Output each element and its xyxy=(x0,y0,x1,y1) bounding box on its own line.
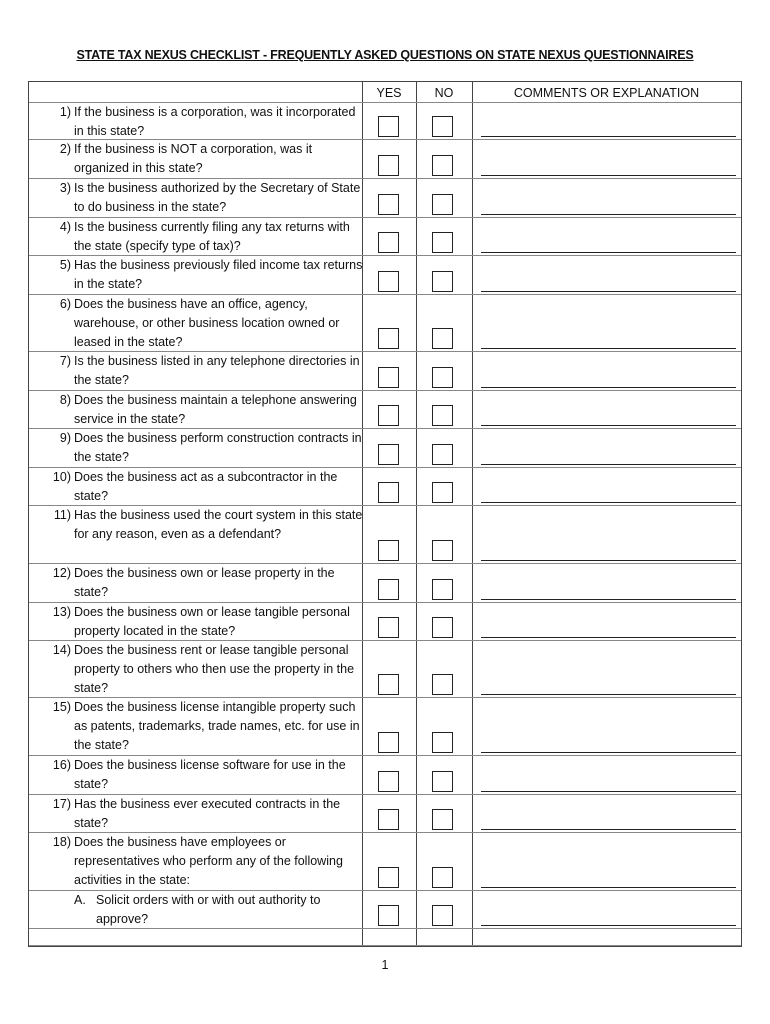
no-checkbox[interactable] xyxy=(432,194,453,215)
no-checkbox[interactable] xyxy=(432,271,453,292)
page-title: STATE TAX NEXUS CHECKLIST - FREQUENTLY ASKED QUESTIONS ON STATE NEXUS QUESTIONNAIRES xyxy=(76,48,694,62)
yes-checkbox[interactable] xyxy=(378,540,399,561)
no-checkbox[interactable] xyxy=(432,328,453,349)
question-number: 15) xyxy=(52,700,71,714)
no-checkbox[interactable] xyxy=(432,232,453,253)
comment-line[interactable] xyxy=(481,791,736,792)
question-text: Has the business ever executed contracts in the state? xyxy=(74,797,341,831)
comment-line[interactable] xyxy=(481,925,736,926)
comment-line[interactable] xyxy=(481,252,736,253)
yes-checkbox[interactable] xyxy=(378,617,399,638)
comment-line[interactable] xyxy=(481,887,736,888)
question-text: If the business is a corporation, was it incorporated in this state? xyxy=(74,105,356,139)
question-text: Does the business have an office, agency, warehouse, or other business location owned or leased in the state? xyxy=(74,297,340,350)
yes-checkbox[interactable] xyxy=(378,232,399,253)
table-row xyxy=(29,351,741,390)
comment-line[interactable] xyxy=(481,291,736,292)
header-yes: YES xyxy=(376,86,402,100)
yes-checkbox[interactable] xyxy=(378,579,399,600)
no-checkbox[interactable] xyxy=(432,540,453,561)
question-number: 5) xyxy=(59,258,71,272)
no-checkbox[interactable] xyxy=(432,116,453,137)
question-text: Does the business rent or lease tangible personal property to others who then use the property in the state? xyxy=(74,643,355,696)
question-number: 9) xyxy=(59,431,71,445)
table-row xyxy=(29,832,741,890)
question-number: 12) xyxy=(52,566,71,580)
table-row xyxy=(29,294,741,351)
yes-checkbox[interactable] xyxy=(378,867,399,888)
table-row xyxy=(29,755,741,794)
table-row xyxy=(29,602,741,640)
question-number: 13) xyxy=(52,605,71,619)
question-number: 2) xyxy=(59,142,71,156)
table-row xyxy=(29,178,741,217)
no-checkbox[interactable] xyxy=(432,674,453,695)
no-checkbox[interactable] xyxy=(432,771,453,792)
table-row xyxy=(29,563,741,602)
question-text: Does the business have employees or representatives who perform any of the following activities in the state: xyxy=(74,835,343,888)
question-text: Does the business act as a subcontractor in the state? xyxy=(74,470,338,504)
table-row xyxy=(29,640,741,697)
table-row xyxy=(29,139,741,178)
comment-line[interactable] xyxy=(481,752,736,753)
question-text: Does the business own or lease property in the state? xyxy=(74,566,335,600)
question-text: Is the business listed in any telephone directories in the state? xyxy=(74,354,360,388)
no-checkbox[interactable] xyxy=(432,155,453,176)
checklist-table xyxy=(28,81,742,947)
table-row xyxy=(29,217,741,255)
table-row xyxy=(29,467,741,505)
question-number: 14) xyxy=(52,643,71,657)
table-row xyxy=(29,505,741,563)
no-checkbox[interactable] xyxy=(432,444,453,465)
no-checkbox[interactable] xyxy=(432,905,453,926)
yes-checkbox[interactable] xyxy=(378,328,399,349)
question-number: 6) xyxy=(59,297,71,311)
comment-line[interactable] xyxy=(481,425,736,426)
no-checkbox[interactable] xyxy=(432,579,453,600)
yes-checkbox[interactable] xyxy=(378,271,399,292)
comment-line[interactable] xyxy=(481,694,736,695)
sub-item-text: Solicit orders with or with out authority to approve? xyxy=(96,893,321,927)
comment-line[interactable] xyxy=(481,348,736,349)
table-row xyxy=(29,428,741,467)
comment-line[interactable] xyxy=(481,560,736,561)
comment-line[interactable] xyxy=(481,599,736,600)
no-checkbox[interactable] xyxy=(432,809,453,830)
page-number: 1 xyxy=(381,958,389,972)
comment-line[interactable] xyxy=(481,387,736,388)
yes-checkbox[interactable] xyxy=(378,405,399,426)
question-number: 7) xyxy=(59,354,71,368)
comment-line[interactable] xyxy=(481,175,736,176)
question-text: Does the business license software for use in the state? xyxy=(74,758,346,792)
no-checkbox[interactable] xyxy=(432,867,453,888)
comment-line[interactable] xyxy=(481,829,736,830)
yes-checkbox[interactable] xyxy=(378,905,399,926)
sub-item-letter: A. xyxy=(74,893,86,907)
question-text: If the business is NOT a corporation, was it organized in this state? xyxy=(74,142,313,176)
yes-checkbox[interactable] xyxy=(378,809,399,830)
comment-line[interactable] xyxy=(481,464,736,465)
question-number: 1) xyxy=(59,105,71,119)
question-number: 18) xyxy=(52,835,71,849)
table-row xyxy=(29,697,741,755)
no-checkbox[interactable] xyxy=(432,732,453,753)
yes-checkbox[interactable] xyxy=(378,155,399,176)
table-row xyxy=(29,890,741,928)
question-number: 10) xyxy=(52,470,71,484)
table-row xyxy=(29,102,741,139)
yes-checkbox[interactable] xyxy=(378,482,399,503)
comment-line[interactable] xyxy=(481,502,736,503)
question-number: 4) xyxy=(59,220,71,234)
question-text: Does the business own or lease tangible personal property located in the state? xyxy=(74,605,350,639)
table-row xyxy=(29,255,741,294)
no-checkbox[interactable] xyxy=(432,367,453,388)
header-comments: COMMENTS OR EXPLANATION xyxy=(513,86,700,100)
question-text: Does the business license intangible property such as patents, trademarks, trade names, etc. for use in the state? xyxy=(74,700,360,753)
no-checkbox[interactable] xyxy=(432,405,453,426)
question-number: 11) xyxy=(53,508,71,522)
no-checkbox[interactable] xyxy=(432,617,453,638)
empty-row xyxy=(29,928,741,946)
yes-checkbox[interactable] xyxy=(378,674,399,695)
comment-line[interactable] xyxy=(481,637,736,638)
question-text: Does the business perform construction contracts in the state? xyxy=(74,431,362,465)
question-text: Has the business used the court system in this state for any reason, even as a defendant? xyxy=(74,508,363,542)
question-number: 17) xyxy=(52,797,71,811)
comment-line[interactable] xyxy=(481,136,736,137)
yes-checkbox[interactable] xyxy=(378,367,399,388)
question-text: Is the business authorized by the Secretary of State to do business in the state? xyxy=(74,181,361,215)
yes-checkbox[interactable] xyxy=(378,771,399,792)
question-text: Does the business maintain a telephone answering service in the state? xyxy=(74,393,357,427)
question-number: 16) xyxy=(52,758,71,772)
yes-checkbox[interactable] xyxy=(378,116,399,137)
question-text: Has the business previously filed income tax returns in the state? xyxy=(74,258,363,292)
yes-checkbox[interactable] xyxy=(378,444,399,465)
table-row xyxy=(29,794,741,832)
table-row xyxy=(29,390,741,428)
no-checkbox[interactable] xyxy=(432,482,453,503)
yes-checkbox[interactable] xyxy=(378,732,399,753)
question-number: 3) xyxy=(59,181,71,195)
header-no: NO xyxy=(434,86,454,100)
question-text: Is the business currently filing any tax returns with the state (specify type of tax)? xyxy=(74,220,350,254)
comment-line[interactable] xyxy=(481,214,736,215)
yes-checkbox[interactable] xyxy=(378,194,399,215)
question-number: 8) xyxy=(59,393,71,407)
